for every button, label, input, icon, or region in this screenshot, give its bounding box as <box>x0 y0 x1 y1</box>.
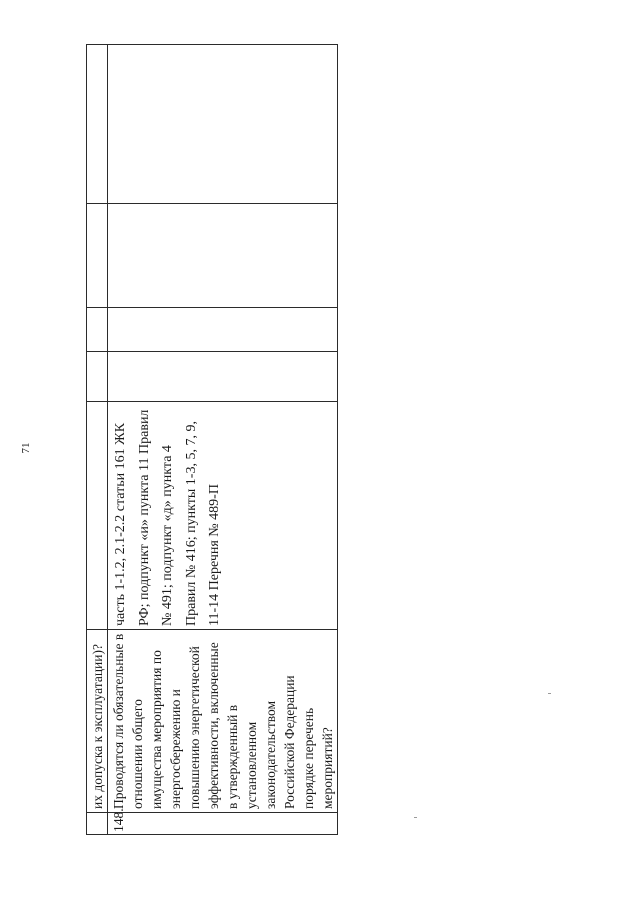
checklist-table <box>86 44 338 835</box>
reference-cell <box>108 402 338 630</box>
table-row <box>108 45 338 835</box>
continuation-row <box>87 45 108 835</box>
continuation-no-cell <box>87 308 108 352</box>
scan-speck <box>414 817 417 818</box>
answer-no-cell <box>108 308 338 352</box>
continuation-notes-cell <box>87 45 108 204</box>
answer-yes-cell <box>108 352 338 402</box>
answer-na-cell <box>108 204 338 308</box>
continuation-question-cell <box>87 630 108 813</box>
question-cell <box>108 630 338 813</box>
reference-text: часть 1-1.2, 2.1-2.2 статьи 161 ЖК РФ; подпункт «и» пункта 11 Правил № 491; подпункт «д» пункта 4 Правил № 416; пункты 1-3, 5, 7, 9, 11-14 Перечня № 489-П <box>113 409 222 626</box>
rotated-table-container <box>86 45 335 835</box>
row-number: 148. <box>111 808 126 832</box>
row-number-cell <box>108 808 338 835</box>
continuation-reference-cell <box>87 402 108 630</box>
notes-cell <box>108 45 338 204</box>
scan-speck <box>548 693 551 694</box>
continuation-question-text: их допуска к эксплуатации)? <box>90 644 105 809</box>
page-number: 71 <box>20 442 32 454</box>
continuation-na-cell <box>87 204 108 308</box>
continuation-yes-cell <box>87 352 108 402</box>
question-text: Проводятся ли обязательные в отношении общего имущества мероприятия по энергосбережению и повышению энергетической эффективности, включенные в утвержденный в установленном законодательством Российской Федерации порядке перечень мероприятий? <box>111 633 335 809</box>
continuation-number-cell <box>87 813 108 835</box>
